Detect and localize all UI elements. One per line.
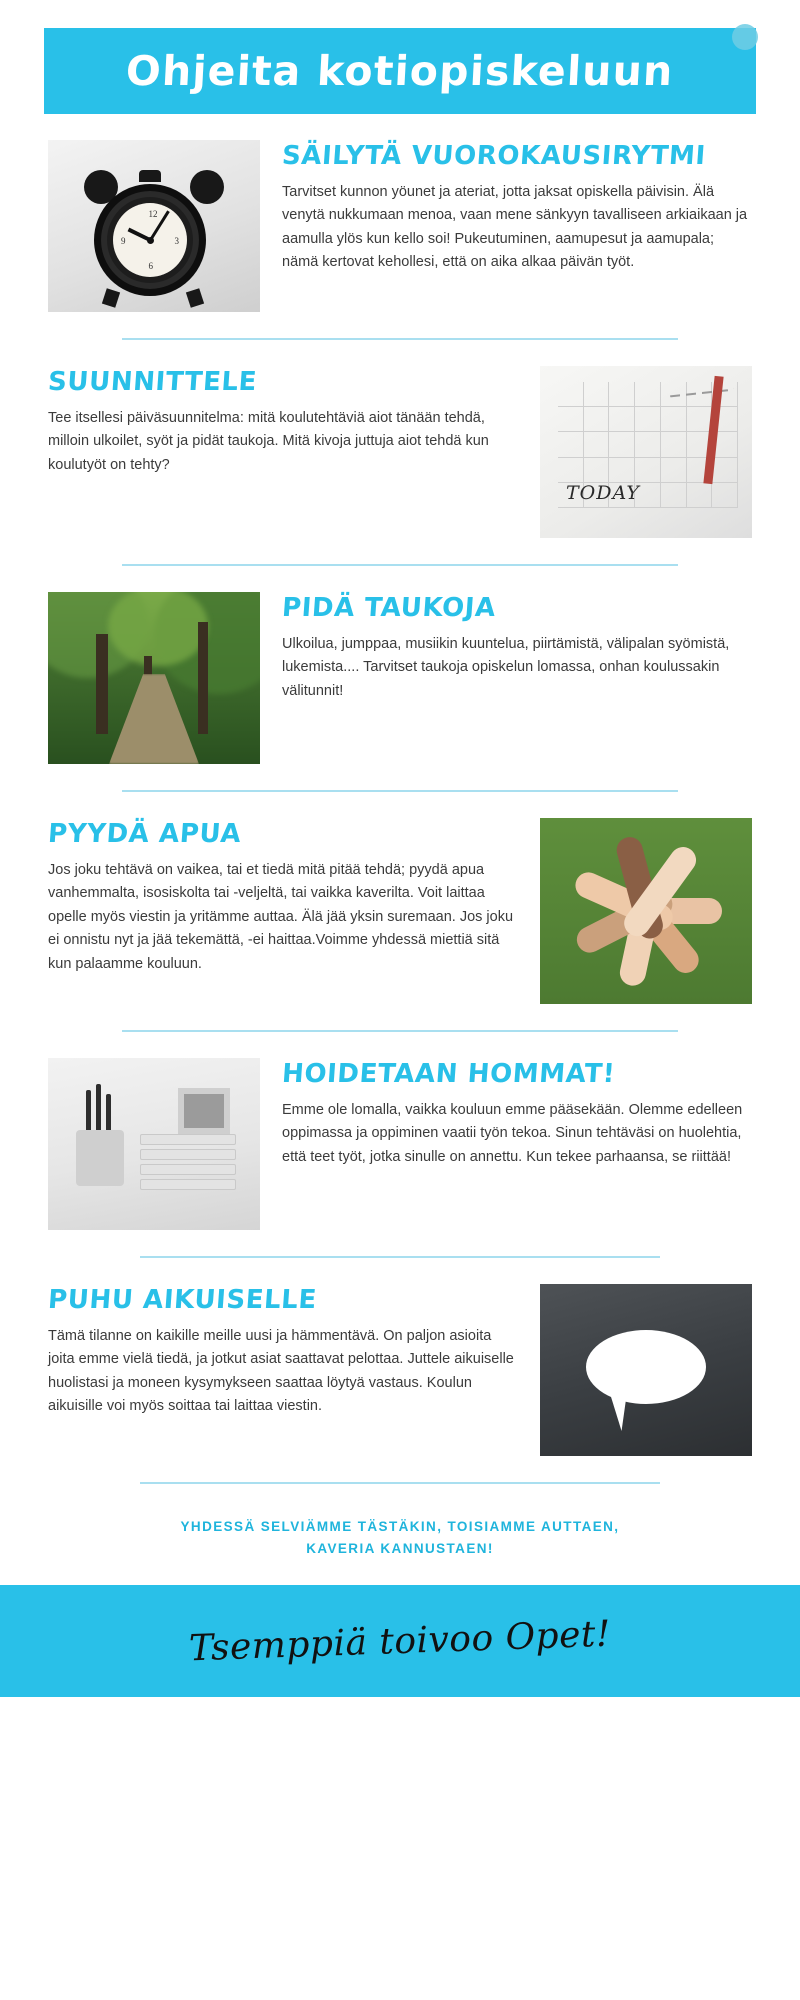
forest-path-photo bbox=[48, 592, 260, 764]
section-title: SÄILYTÄ VUOROKAUSIRYTMI bbox=[280, 141, 707, 171]
speech-bubble-icon bbox=[586, 1330, 706, 1404]
book-stack-icon bbox=[140, 1130, 236, 1190]
section-text: Tämä tilanne on kaikille meille uusi ja hämmentävä. On paljon asioita joita emme vielä tiedä, ja jotkut asiat saattavat pelottaa. Juttele aikuiselle huolistasi ja moneen kysymykseen saattaa löytyä vastaus. Koulun aikuisille voi myös soittaa tai laittaa viestin. bbox=[48, 1327, 514, 1415]
desk-supplies-photo bbox=[48, 1058, 260, 1230]
tree-trunk-icon bbox=[198, 622, 208, 734]
divider bbox=[122, 564, 678, 566]
divider bbox=[140, 1256, 660, 1258]
path-icon bbox=[109, 674, 199, 764]
section-body bbox=[48, 1284, 518, 1419]
divider bbox=[122, 1030, 678, 1032]
header bbox=[0, 0, 800, 140]
clock-tick-9: 9 bbox=[121, 235, 126, 246]
pencil-cup-icon bbox=[76, 1130, 124, 1186]
circle-decoration-icon bbox=[732, 24, 758, 50]
pencil-icon bbox=[106, 1094, 111, 1134]
section-aikuiselle bbox=[0, 1284, 800, 1456]
clock-leg-left-icon bbox=[102, 288, 120, 308]
section-body bbox=[282, 1058, 752, 1169]
footer-note-line-2: KAVERIA KANNUSTAEN! bbox=[306, 1540, 494, 1556]
section-body bbox=[48, 818, 518, 976]
header-band bbox=[44, 28, 756, 114]
clock-center-pin-icon bbox=[147, 237, 154, 244]
section-apua bbox=[0, 818, 800, 1004]
footer-note-line-1: YHDESSÄ SELVIÄMME TÄSTÄKIN, TOISIAMME AUTTAEN, bbox=[180, 1519, 620, 1534]
section-body bbox=[282, 592, 752, 703]
section-body bbox=[48, 366, 518, 477]
footer-band bbox=[0, 1585, 800, 1697]
clock-tick-6: 6 bbox=[148, 261, 154, 271]
picture-frame-icon bbox=[178, 1088, 230, 1134]
divider bbox=[140, 1482, 660, 1484]
section-text: Ulkoilua, jumppaa, musiikin kuuntelua, piirtämistä, välipalan syömistä, lukemista.... Tarvitset taukoja opiskelun lomassa, onhan koulussakin välitunnit! bbox=[282, 635, 730, 699]
section-text: Jos joku tehtävä on vaikea, tai et tiedä mitä pitää tehdä; pyydä apua vanhemmalta, isosiskolta tai -veljeltä, tai vaikka kaverilta. Voit laittaa opelle myös viestin ja yritämme auttaa. Älä jää yksin suremaan. Jos joku ei onnistu nyt ja jää tekemättä, -ei haittaa.Voimme yhdessä miettiä sitä kun palaamme kouluun. bbox=[48, 861, 514, 972]
page-title: Ohjeita kotiopiskeluun bbox=[125, 47, 675, 95]
section-hommat bbox=[0, 1058, 800, 1230]
section-title: PYYDÄ APUA bbox=[46, 819, 243, 849]
section-taukoja bbox=[0, 592, 800, 764]
divider bbox=[122, 338, 678, 340]
clock-face-icon bbox=[94, 184, 206, 296]
clock-leg-right-icon bbox=[186, 288, 204, 308]
section-title: HOIDETAAN HOMMAT! bbox=[280, 1059, 617, 1089]
clock-bell-right-icon bbox=[190, 170, 224, 204]
hands-circle-icon bbox=[580, 845, 712, 977]
pencil-icon bbox=[96, 1084, 101, 1134]
helping-hands-photo bbox=[540, 818, 752, 1004]
section-vuorokausirytmi bbox=[0, 140, 800, 312]
footer-script-text: Tsemppiä toivoo Opet! bbox=[188, 1613, 612, 1670]
section-suunnittele bbox=[0, 366, 800, 538]
tree-trunk-icon bbox=[96, 634, 108, 734]
clock-tick-3: 3 bbox=[174, 235, 179, 246]
section-text: Tarvitset kunnon yöunet ja ateriat, jotta jaksat opiskella päivisin. Älä venytä nukkumaan menoa, vaan mene sänkyyn tavalliseen arkiaikaan ja aamulla ylös kun kello soi! Pukeutuminen, aamupesut ja aamupala; nämä kertovat kehollesi, että on aika alkaa päivän työt. bbox=[282, 183, 748, 271]
section-title: PUHU AIKUISELLE bbox=[46, 1285, 318, 1315]
section-body bbox=[282, 140, 752, 275]
clock-button-icon bbox=[139, 170, 161, 182]
speech-bubble-photo bbox=[540, 1284, 752, 1456]
divider bbox=[122, 790, 678, 792]
section-title: PIDÄ TAUKOJA bbox=[280, 593, 497, 623]
clock-tick-12: 12 bbox=[148, 209, 158, 219]
section-text: Tee itsellesi päiväsuunnitelma: mitä koulutehtäviä aiot tänään tehdä, milloin ulkoilet, syöt ja pidät taukoja. Mitä kivoja juttuja aiot tehdä kun koulutyöt on tehty? bbox=[48, 409, 489, 473]
footer-note bbox=[0, 1510, 800, 1585]
clock-dial-icon bbox=[113, 203, 187, 277]
alarm-clock-photo bbox=[48, 140, 260, 312]
section-text: Emme ole lomalla, vaikka kouluun emme pääsekään. Olemme edelleen oppimassa ja oppiminen vaatii työn tekoa. Sinun tehtäväsi on huolehtia, että teet työt, jotka sinulle on annettu. Kun tekee parhaansa, se riittää! bbox=[282, 1101, 743, 1165]
pencil-icon bbox=[86, 1090, 91, 1134]
planner-notebook-photo bbox=[540, 366, 752, 538]
planner-word-label: TODAY bbox=[566, 482, 640, 504]
section-title: SUUNNITTELE bbox=[46, 367, 258, 397]
